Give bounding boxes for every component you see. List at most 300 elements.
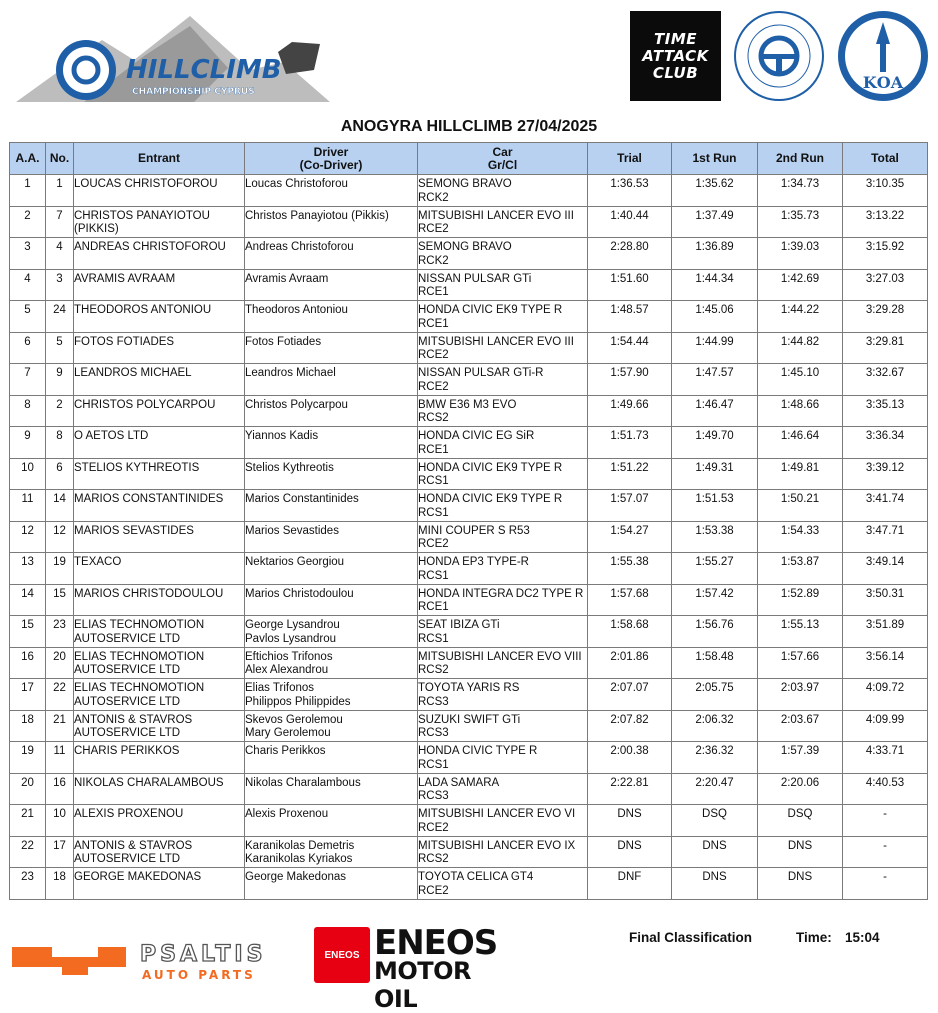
run2-time-cell: DSQ	[758, 805, 843, 837]
run2-time-cell: 1:57.66	[758, 647, 843, 679]
car-number-cell: 7	[46, 206, 74, 238]
position-cell: 21	[10, 805, 46, 837]
car-model: MITSUBISHI LANCER EVO VIII	[418, 650, 582, 663]
car-cell	[418, 616, 588, 648]
table-row	[10, 584, 928, 616]
position-cell: 6	[10, 332, 46, 364]
car-class: RCE2	[418, 380, 449, 393]
car-number-cell: 19	[46, 553, 74, 585]
trial-time-cell: 1:54.44	[588, 332, 672, 364]
trial-time-cell: 1:57.68	[588, 584, 672, 616]
page-title: ANOGYRA HILLCLIMB 27/04/2025	[340, 118, 598, 135]
driver-name: Stelios Kythreotis	[245, 461, 334, 474]
run1-time-cell: DNS	[672, 836, 758, 868]
run2-time-cell: 1:44.82	[758, 332, 843, 364]
car-class: RCE2	[418, 223, 449, 235]
driver-name: Marios Sevastides	[245, 524, 339, 537]
car-class: RCK2	[418, 191, 449, 204]
driver-cell	[245, 395, 418, 427]
entrant-cell: LEANDROS MICHAEL	[74, 364, 245, 396]
psaltis-auto-parts-logo	[12, 935, 297, 985]
run2-time-cell: DNS	[758, 868, 843, 900]
entrant-cell: ANDREAS CHRISTOFOROU	[74, 238, 245, 270]
car-cell	[418, 773, 588, 805]
trial-time-cell: 1:55.38	[588, 553, 672, 585]
driver-cell	[245, 301, 418, 333]
run2-time-cell: 1:39.03	[758, 238, 843, 270]
car-class: RCS2	[418, 664, 449, 676]
run1-time-cell: DSQ	[672, 805, 758, 837]
car-model: HONDA EP3 TYPE-R	[418, 556, 529, 568]
position-cell: 20	[10, 773, 46, 805]
car-class: RCE2	[418, 538, 449, 550]
trial-time-cell: 1:49.66	[588, 395, 672, 427]
codriver-name: Alex Alexandrou	[245, 664, 329, 676]
car-number-cell: 9	[46, 364, 74, 396]
car-model: HONDA INTEGRA DC2 TYPE R	[418, 587, 584, 600]
run2-time-cell: 1:35.73	[758, 206, 843, 238]
position-cell: 3	[10, 238, 46, 270]
entrant-cell: STELIOS KYTHREOTIS	[74, 458, 245, 490]
car-class: RCS1	[418, 475, 449, 487]
car-number-cell: 5	[46, 332, 74, 364]
trial-time-cell: 2:07.82	[588, 710, 672, 742]
driver-cell	[245, 616, 418, 648]
driver-cell	[245, 332, 418, 364]
car-cell	[418, 395, 588, 427]
driver-name: Christos Panayiotou (Pikkis)	[245, 209, 389, 222]
trial-time-cell: 2:22.81	[588, 773, 672, 805]
position-cell: 14	[10, 584, 46, 616]
total-time-cell: 3:32.67	[843, 364, 928, 396]
total-time-cell: 3:36.34	[843, 427, 928, 459]
run1-time-cell: 1:49.31	[672, 458, 758, 490]
car-number-cell: 12	[46, 521, 74, 553]
car-cell	[418, 679, 588, 711]
car-cell	[418, 584, 588, 616]
car-number-cell: 15	[46, 584, 74, 616]
driver-name: Elias Trifonos	[245, 682, 315, 694]
total-time-cell: 4:09.72	[843, 679, 928, 711]
entrant-cell: LOUCAS CHRISTOFOROU	[74, 175, 245, 207]
car-number-cell: 16	[46, 773, 74, 805]
car-cell	[418, 490, 588, 522]
run1-time-cell: 1:36.89	[672, 238, 758, 270]
time-attack-club-logo	[630, 11, 721, 101]
trial-time-cell: 2:28.80	[588, 238, 672, 270]
hillclimb-wordmark: HILLCLIMB	[126, 55, 282, 85]
col-header-trial: Trial	[588, 143, 672, 175]
position-cell: 22	[10, 836, 46, 868]
driver-cell	[245, 553, 418, 585]
car-model: NISSAN PULSAR GTi-R	[418, 367, 544, 379]
col-header-aa: A.A.	[10, 143, 46, 175]
run1-time-cell: 1:46.47	[672, 395, 758, 427]
driver-cell	[245, 742, 418, 774]
table-row	[10, 269, 928, 301]
trial-time-cell: 1:36.53	[588, 175, 672, 207]
car-cell	[418, 458, 588, 490]
results-table	[9, 142, 928, 900]
entrant-cell: GEORGE MAKEDONAS	[74, 868, 245, 900]
entrant-cell: CHARIS PERIKKOS	[74, 742, 245, 774]
car-cell	[418, 805, 588, 837]
car-class: RCS1	[418, 506, 449, 519]
run1-time-cell: DNS	[672, 868, 758, 900]
car-cell	[418, 647, 588, 679]
entrant-cell: ALEXIS PROXENOU	[74, 805, 245, 837]
entrant-cell: ELIAS TECHNOMOTION AUTOSERVICE LTD	[74, 647, 245, 679]
driver-name: George Makedonas	[245, 871, 347, 883]
ta-line-3: CLUB	[652, 63, 699, 82]
time-value: 15:04	[845, 930, 880, 945]
position-cell: 12	[10, 521, 46, 553]
run1-time-cell: 1:49.70	[672, 427, 758, 459]
total-time-cell: 3:13.22	[843, 206, 928, 238]
position-cell: 16	[10, 647, 46, 679]
hillclimb-subline: CHAMPIONSHIP CYPRUS	[132, 87, 255, 97]
driver-cell	[245, 206, 418, 238]
run1-time-cell: 1:37.49	[672, 206, 758, 238]
run1-time-cell: 1:44.34	[672, 269, 758, 301]
car-cell	[418, 427, 588, 459]
car-model: HONDA CIVIC TYPE R	[418, 745, 538, 757]
driver-cell	[245, 458, 418, 490]
run2-time-cell: 1:42.69	[758, 269, 843, 301]
driver-name: Charis Perikkos	[245, 745, 326, 757]
time-label: Time:	[796, 930, 832, 945]
total-time-cell: 4:09.99	[843, 710, 928, 742]
table-row	[10, 490, 928, 522]
run2-time-cell: 1:52.89	[758, 584, 843, 616]
car-model: SEAT IBIZA GTi	[418, 619, 500, 631]
codriver-name: Mary Gerolemou	[245, 727, 331, 739]
car-model: NISSAN PULSAR GTi	[418, 272, 532, 285]
total-time-cell: 3:47.71	[843, 521, 928, 553]
car-model: SEMONG BRAVO	[418, 178, 512, 190]
trial-time-cell: 1:54.27	[588, 521, 672, 553]
run1-time-cell: 1:58.48	[672, 647, 758, 679]
total-time-cell: 4:33.71	[843, 742, 928, 774]
total-time-cell: -	[843, 805, 928, 837]
car-class: RCE1	[418, 317, 449, 330]
driver-name: Andreas Christoforou	[245, 241, 354, 253]
col-header-car	[418, 143, 588, 175]
trial-time-cell: 1:51.73	[588, 427, 672, 459]
car-class: RCK2	[418, 254, 449, 267]
car-cell	[418, 238, 588, 270]
trial-time-cell: DNS	[588, 805, 672, 837]
entrant-cell: TEXACO	[74, 553, 245, 585]
results-body	[10, 175, 928, 900]
position-cell: 17	[10, 679, 46, 711]
psaltis-sub: AUTO PARTS	[142, 968, 256, 982]
car-header-label: Car	[492, 144, 513, 159]
run2-time-cell: DNS	[758, 836, 843, 868]
table-row	[10, 710, 928, 742]
codriver-name: Karanikolas Kyriakos	[245, 853, 353, 865]
total-time-cell: 3:39.12	[843, 458, 928, 490]
run1-time-cell: 1:53.38	[672, 521, 758, 553]
total-time-cell: 3:35.13	[843, 395, 928, 427]
car-class: RCS3	[418, 727, 449, 739]
car-model: MITSUBISHI LANCER EVO VI	[418, 808, 576, 820]
run2-time-cell: 1:53.87	[758, 553, 843, 585]
car-model: MITSUBISHI LANCER EVO III	[418, 335, 574, 348]
total-time-cell: 3:27.03	[843, 269, 928, 301]
total-time-cell: 3:15.92	[843, 238, 928, 270]
car-number-cell: 24	[46, 301, 74, 333]
car-number-cell: 17	[46, 836, 74, 868]
driver-name: George Lysandrou	[245, 619, 340, 631]
position-cell: 19	[10, 742, 46, 774]
run2-time-cell: 2:03.67	[758, 710, 843, 742]
driver-cell	[245, 773, 418, 805]
car-number-cell: 11	[46, 742, 74, 774]
car-model: MITSUBISHI LANCER EVO III	[418, 209, 574, 222]
run2-time-cell: 1:34.73	[758, 175, 843, 207]
car-model: BMW E36 M3 EVO	[418, 398, 517, 411]
car-number-cell: 10	[46, 805, 74, 837]
run1-time-cell: 1:47.57	[672, 364, 758, 396]
car-model: SUZUKI SWIFT GTi	[418, 713, 521, 726]
entrant-cell: AVRAMIS AVRAAM	[74, 269, 245, 301]
entrant-cell: O AETOS LTD	[74, 427, 245, 459]
driver-name: Christos Polycarpou	[245, 398, 348, 411]
run1-time-cell: 1:51.53	[672, 490, 758, 522]
car-cell	[418, 332, 588, 364]
driver-name: Eftichios Trifonos	[245, 650, 333, 663]
entrant-cell: ANTONIS & STAVROS AUTOSERVICE LTD	[74, 710, 245, 742]
entrant-cell: ANTONIS & STAVROS AUTOSERVICE LTD	[74, 836, 245, 868]
position-cell: 2	[10, 206, 46, 238]
total-time-cell: 3:49.14	[843, 553, 928, 585]
table-row	[10, 332, 928, 364]
car-model: HONDA CIVIC EK9 TYPE R	[418, 304, 563, 316]
driver-cell	[245, 490, 418, 522]
car-number-cell: 23	[46, 616, 74, 648]
driver-name: Nikolas Charalambous	[245, 776, 361, 789]
car-class: RCE2	[418, 349, 449, 361]
car-class: RCS1	[418, 632, 449, 645]
run1-time-cell: 2:06.32	[672, 710, 758, 742]
position-cell: 5	[10, 301, 46, 333]
driver-name: Alexis Proxenou	[245, 808, 329, 820]
driver-name: Marios Constantinides	[245, 493, 359, 505]
driver-name: Avramis Avraam	[245, 272, 329, 285]
table-row	[10, 175, 928, 207]
table-row	[10, 521, 928, 553]
total-time-cell: -	[843, 868, 928, 900]
driver-cell	[245, 868, 418, 900]
table-row	[10, 458, 928, 490]
run2-time-cell: 1:49.81	[758, 458, 843, 490]
driver-name: Marios Christodoulou	[245, 587, 354, 600]
total-time-cell: 3:51.89	[843, 616, 928, 648]
car-class: RCE1	[418, 601, 449, 613]
table-row	[10, 679, 928, 711]
total-time-cell: 3:41.74	[843, 490, 928, 522]
car-model: HONDA CIVIC EK9 TYPE R	[418, 461, 563, 474]
trial-time-cell: 1:51.22	[588, 458, 672, 490]
entrant-cell: CHRISTOS PANAYIOTOU (PIKKIS)	[74, 206, 245, 238]
driver-name: Karanikolas Demetris	[245, 839, 355, 852]
position-cell: 15	[10, 616, 46, 648]
table-row	[10, 647, 928, 679]
run2-time-cell: 2:20.06	[758, 773, 843, 805]
trial-time-cell: 1:57.07	[588, 490, 672, 522]
car-cell	[418, 521, 588, 553]
entrant-cell: FOTOS FOTIADES	[74, 332, 245, 364]
car-cell	[418, 269, 588, 301]
codriver-name: Pavlos Lysandrou	[245, 632, 336, 645]
driver-cell	[245, 269, 418, 301]
run2-time-cell: 1:54.33	[758, 521, 843, 553]
total-time-cell: 3:50.31	[843, 584, 928, 616]
car-class: RCS1	[418, 758, 449, 771]
trial-time-cell: DNF	[588, 868, 672, 900]
table-row	[10, 427, 928, 459]
table-row	[10, 805, 928, 837]
car-cell	[418, 301, 588, 333]
car-cell	[418, 206, 588, 238]
position-cell: 13	[10, 553, 46, 585]
trial-time-cell: 1:40.44	[588, 206, 672, 238]
entrant-cell: MARIOS CONSTANTINIDES	[74, 490, 245, 522]
driver-cell	[245, 175, 418, 207]
col-header-total: Total	[843, 143, 928, 175]
total-time-cell: 3:29.28	[843, 301, 928, 333]
run1-time-cell: 2:20.47	[672, 773, 758, 805]
run1-time-cell: 1:56.76	[672, 616, 758, 648]
run2-time-cell: 1:55.13	[758, 616, 843, 648]
driver-name: Fotos Fotiades	[245, 335, 322, 348]
koa-logo	[836, 8, 930, 104]
car-model: TOYOTA CELICA GT4	[418, 871, 534, 883]
table-row	[10, 301, 928, 333]
class-header-label: Gr/Cl	[487, 157, 518, 172]
car-model: LADA SAMARA	[418, 776, 500, 789]
col-header-driver	[245, 143, 418, 175]
entrant-cell: THEODOROS ANTONIOU	[74, 301, 245, 333]
position-cell: 7	[10, 364, 46, 396]
car-class: RCS2	[418, 412, 449, 424]
car-cell	[418, 553, 588, 585]
run2-time-cell: 2:03.97	[758, 679, 843, 711]
table-row	[10, 773, 928, 805]
driver-cell	[245, 364, 418, 396]
table-row	[10, 395, 928, 427]
trial-time-cell: 2:01.86	[588, 647, 672, 679]
table-header-row	[10, 143, 928, 175]
codriver-header-label: (Co-Driver)	[299, 157, 363, 172]
eneos-motor-oil-logo	[314, 923, 519, 1013]
codriver-name: Philippos Philippides	[245, 695, 351, 708]
car-number-cell: 20	[46, 647, 74, 679]
car-number-cell: 4	[46, 238, 74, 270]
driver-header-label: Driver	[313, 144, 349, 159]
car-class: RCS3	[418, 695, 449, 708]
checkered-flag-icon	[278, 42, 320, 74]
table-row	[10, 836, 928, 868]
eneos-wordmark: ENEOS	[374, 923, 498, 963]
total-time-cell: -	[843, 836, 928, 868]
trial-time-cell: 1:57.90	[588, 364, 672, 396]
entrant-cell: ELIAS TECHNOMOTION AUTOSERVICE LTD	[74, 679, 245, 711]
eneos-badge: ENEOS	[314, 927, 370, 983]
trial-time-cell: 2:07.07	[588, 679, 672, 711]
psaltis-name: PSALTIS	[140, 942, 267, 967]
trial-time-cell: 1:48.57	[588, 301, 672, 333]
position-cell: 4	[10, 269, 46, 301]
car-number-cell: 21	[46, 710, 74, 742]
total-time-cell: 3:56.14	[843, 647, 928, 679]
car-number-cell: 22	[46, 679, 74, 711]
table-row	[10, 742, 928, 774]
car-cell	[418, 836, 588, 868]
car-class: RCS1	[418, 569, 449, 582]
table-row	[10, 238, 928, 270]
driver-cell	[245, 238, 418, 270]
position-cell: 10	[10, 458, 46, 490]
car-class: RCE1	[418, 443, 449, 456]
position-cell: 18	[10, 710, 46, 742]
koa-letters: ΚΟΑ	[862, 73, 904, 92]
run1-time-cell: 1:44.99	[672, 332, 758, 364]
car-number-cell: 14	[46, 490, 74, 522]
col-header-run2: 2nd Run	[758, 143, 843, 175]
car-class: RCE2	[418, 884, 449, 897]
table-row	[10, 206, 928, 238]
total-time-cell: 3:29.81	[843, 332, 928, 364]
car-cell	[418, 364, 588, 396]
car-number-cell: 2	[46, 395, 74, 427]
run1-time-cell: 1:45.06	[672, 301, 758, 333]
driver-name: Nektarios Georgiou	[245, 556, 345, 568]
car-class: RCS2	[418, 853, 449, 865]
car-number-cell: 8	[46, 427, 74, 459]
entrant-cell: CHRISTOS POLYCARPOU	[74, 395, 245, 427]
final-classification-label: Final Classification	[629, 930, 753, 945]
table-row	[10, 616, 928, 648]
car-number-cell: 3	[46, 269, 74, 301]
position-cell: 1	[10, 175, 46, 207]
hillclimb-championship-logo	[14, 12, 332, 107]
car-cell	[418, 742, 588, 774]
driver-name: Theodoros Antoniou	[245, 304, 348, 316]
run2-time-cell: 1:57.39	[758, 742, 843, 774]
driver-cell	[245, 521, 418, 553]
run1-time-cell: 1:57.42	[672, 584, 758, 616]
car-model: MINI COUPER S R53	[418, 524, 530, 537]
run1-time-cell: 1:35.62	[672, 175, 758, 207]
table-row	[10, 364, 928, 396]
driver-cell	[245, 836, 418, 868]
car-model: HONDA CIVIC EG SiR	[418, 430, 535, 442]
position-cell: 11	[10, 490, 46, 522]
run2-time-cell: 1:44.22	[758, 301, 843, 333]
run1-time-cell: 2:36.32	[672, 742, 758, 774]
driver-cell	[245, 584, 418, 616]
table-row	[10, 553, 928, 585]
driver-cell	[245, 647, 418, 679]
driver-name: Loucas Christoforou	[245, 178, 348, 190]
trial-time-cell: DNS	[588, 836, 672, 868]
col-header-entrant: Entrant	[74, 143, 245, 175]
driver-name: Skevos Gerolemou	[245, 713, 343, 726]
driver-cell	[245, 805, 418, 837]
trial-time-cell: 1:58.68	[588, 616, 672, 648]
